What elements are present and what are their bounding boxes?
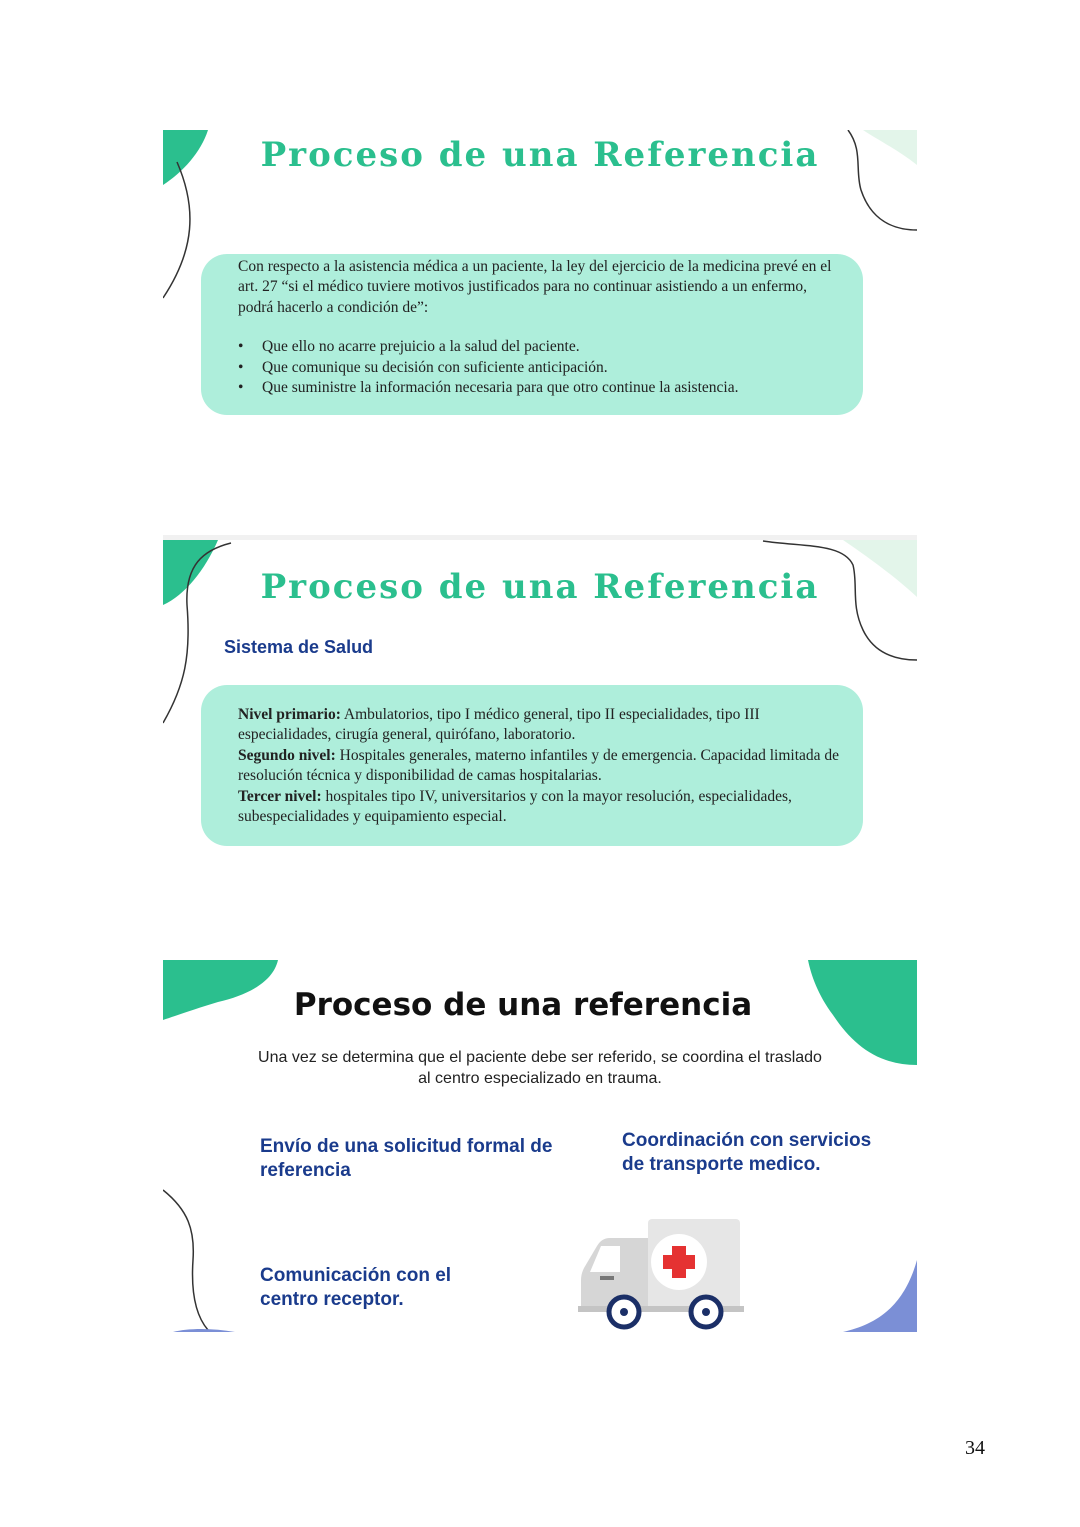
level-text: Ambulatorios, tipo I médico general, tipo II especialidades, tipo III especialidades, cirugía general, quirófano, laboratorio.	[238, 706, 760, 744]
level-tercero	[238, 787, 843, 828]
slide-1	[163, 130, 917, 422]
step-comunicacion: Comunicación con el centro receptor.	[260, 1265, 452, 1310]
slide-2	[163, 535, 917, 853]
list-item: • Que ello no acarre prejuicio a la salud del paciente.	[238, 337, 843, 357]
level-term: Nivel primario:	[238, 706, 341, 723]
slide-title: Proceso de una Referencia	[260, 135, 820, 175]
section-subtitle: Sistema de Salud	[224, 637, 374, 657]
step-solicitud: Envío de una solicitud formal de referencia	[260, 1136, 553, 1181]
content-box	[201, 254, 863, 415]
slide-title: Proceso de una referencia	[293, 987, 753, 1023]
page-number: 34	[965, 1437, 985, 1459]
conditions-list	[238, 337, 843, 398]
list-item: • Que comunique su decisión con suficiente anticipación.	[238, 358, 843, 378]
level-text: hospitales tipo IV, universitarios y con la mayor resolución, especialidades, subespecialidades y equipamiento especial.	[238, 787, 792, 826]
description-line: Una vez se determina que el paciente debe ser referido, se coordina el traslado	[258, 1049, 822, 1066]
intro-paragraph: Con respecto a la asistencia médica a un paciente, la ley del ejercicio de la medicina prevé en el art. 27 “si el médico tuviere motivos justificados para no continuar asistiendo a un enfermo, podrá hacerlo a condición de”:	[238, 258, 832, 316]
content-box	[201, 685, 863, 846]
slide-3	[163, 960, 917, 1332]
slide-title: Proceso de una Referencia	[260, 567, 820, 607]
slide-description	[163, 1047, 917, 1089]
description-line: al centro especializado en trauma.	[418, 1070, 662, 1087]
level-segundo	[238, 746, 843, 787]
level-term: Tercer nivel:	[238, 787, 322, 805]
list-item: • Que suministre la información necesaria para que otro continue la asistencia.	[238, 378, 843, 398]
ambulance-icon	[576, 1216, 746, 1332]
level-text: Hospitales generales, materno infantiles y de emergencia. Capacidad limitada de resolución técnica y disponibilidad de camas hospitalarias.	[238, 746, 840, 785]
level-primario	[238, 705, 843, 746]
level-term: Segundo nivel:	[238, 746, 336, 764]
step-transporte: Coordinación con servicios de transporte medico.	[622, 1130, 872, 1175]
